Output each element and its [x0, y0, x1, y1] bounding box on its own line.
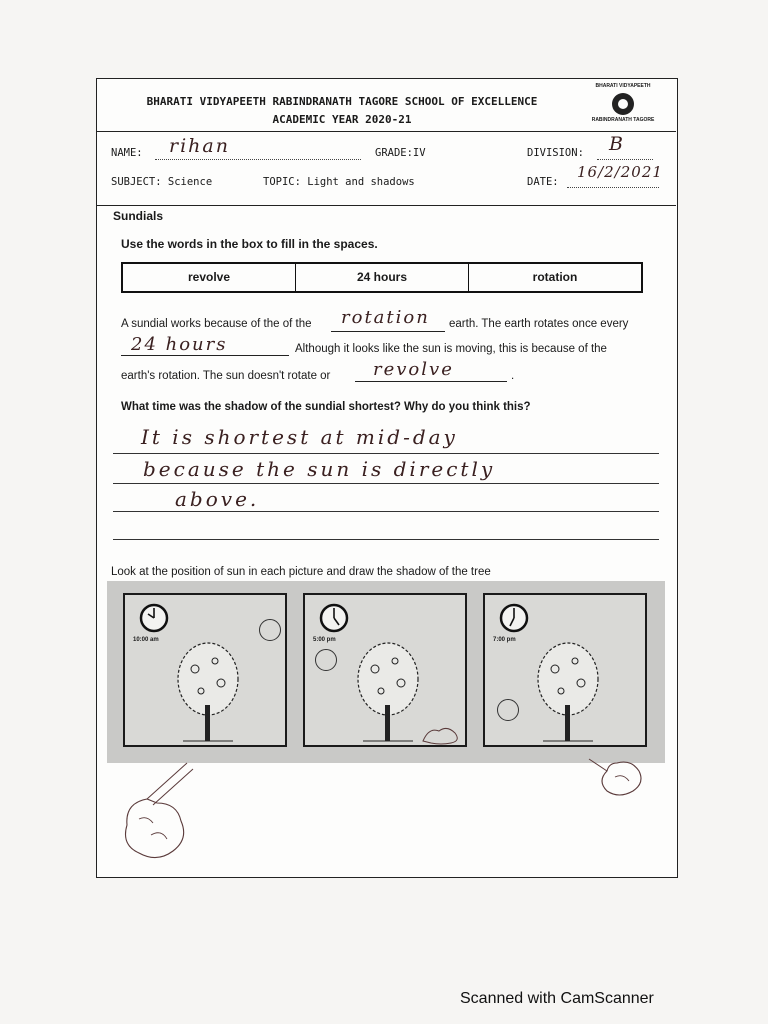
name-value: rihan [169, 135, 230, 157]
clock-icon [319, 603, 349, 633]
panel-time-label: 10:00 am [133, 637, 159, 643]
picture-panel [303, 593, 467, 747]
worksheet [96, 78, 678, 878]
division-underline [597, 159, 653, 160]
paragraph-line1-end: earth. The earth rotates once every [449, 318, 629, 330]
picture-panel [483, 593, 647, 747]
sun-icon [497, 699, 519, 721]
answer-line-3: above. [175, 487, 260, 511]
picture-strip [107, 581, 665, 763]
blank-3-answer: revolve [373, 359, 454, 380]
picture-panel [123, 593, 287, 747]
tree-icon [353, 639, 423, 743]
blank-1-line [331, 331, 445, 332]
school-name: BHARATI VIDYAPEETH RABINDRANATH TAGORE SCHOOL OF EXCELLENCE [146, 95, 538, 108]
paragraph-line3-end: . [511, 370, 515, 382]
topic-label: TOPIC: Light and shadows [263, 176, 415, 188]
date-underline [567, 187, 659, 188]
blank-2-answer: 24 hours [131, 334, 228, 355]
answer-rule [113, 511, 659, 512]
instruction: Use the words in the box to fill in the spaces. [121, 237, 378, 251]
header-divider [97, 131, 676, 132]
date-label: DATE: [527, 176, 559, 188]
panel-time-label: 5:00 pm [313, 637, 336, 643]
name-label: NAME: [111, 147, 143, 159]
answer-rule [113, 539, 659, 540]
school-title [97, 93, 587, 129]
logo-top-text: BHARATI VIDYAPEETH [595, 83, 651, 89]
answer-line-2: because the sun is directly [143, 457, 496, 481]
subject-label: SUBJECT: Science [111, 176, 213, 188]
paragraph-line2: Although it looks like the sun is moving, this is because of the [295, 343, 607, 355]
sun-icon [259, 619, 281, 641]
word-box [121, 262, 643, 293]
clock-icon [499, 603, 529, 633]
sun-icon [315, 649, 337, 671]
drawn-shadow-icon [117, 759, 197, 863]
logo-bottom-text: RABINDRANATH TAGORE [591, 117, 655, 123]
clock-icon [139, 603, 169, 633]
name-underline [155, 159, 361, 160]
blank-3-line [355, 381, 507, 382]
drawn-shadow-icon [587, 753, 647, 799]
school-logo [575, 83, 671, 135]
panel-time-label: 7:00 pm [493, 637, 516, 643]
blank-1-answer: rotation [341, 307, 430, 328]
picture-instruction: Look at the position of sun in each picture and draw the shadow of the tree [111, 566, 491, 578]
answer-rule [113, 453, 659, 454]
tree-icon [533, 639, 603, 743]
word-box-item: revolve [123, 264, 296, 291]
academic-year: ACADEMIC YEAR 2020-21 [272, 113, 412, 126]
question: What time was the shadow of the sundial shortest? Why do you think this? [121, 401, 531, 413]
date-value: 16/2/2021 [577, 163, 663, 181]
section-title: Sundials [113, 209, 164, 223]
division-label: DIVISION: [527, 147, 584, 159]
emblem-icon [612, 93, 634, 115]
tree-icon [173, 639, 243, 743]
word-box-item: 24 hours [296, 264, 469, 291]
paragraph-line1-start: A sundial works because of the of the [121, 318, 312, 330]
answer-line-1: It is shortest at mid-day [141, 425, 458, 449]
drawn-shadow-icon [421, 723, 461, 745]
answer-rule [113, 483, 659, 484]
blank-2-line [121, 355, 289, 356]
paragraph-line3-start: earth's rotation. The sun doesn't rotate or [121, 370, 331, 382]
scanner-watermark: Scanned with CamScanner [460, 990, 654, 1007]
word-box-item: rotation [532, 270, 578, 284]
worksheet-header [97, 79, 676, 206]
division-value: B [609, 133, 625, 155]
grade-label: GRADE:IV [375, 147, 426, 159]
